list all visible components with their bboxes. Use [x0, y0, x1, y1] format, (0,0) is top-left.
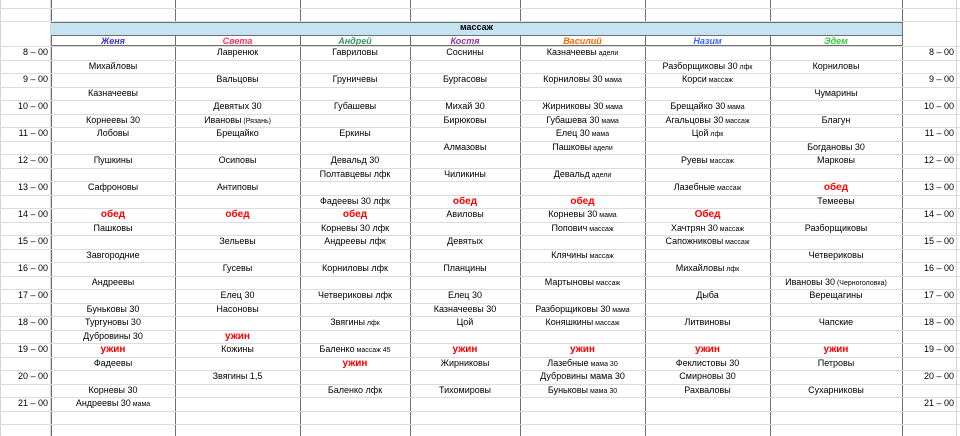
- appointment-cell[interactable]: [300, 222, 410, 235]
- appointment-cell[interactable]: [520, 208, 645, 221]
- appointment-note: мама: [725, 104, 745, 111]
- appointment-note: массаж: [593, 320, 620, 327]
- appointment-text: ужин: [342, 358, 368, 369]
- appointment-text: Губашевы: [333, 101, 377, 111]
- appointment-cell[interactable]: [51, 330, 175, 343]
- appointment-text: Хачтрян 30: [670, 223, 718, 233]
- appointment-text: Обед: [694, 209, 721, 220]
- appointment-note: лфк: [708, 131, 724, 138]
- time-label[interactable]: 13 – 00: [923, 182, 954, 192]
- appointment-cell[interactable]: [410, 168, 520, 181]
- appointment-cell[interactable]: [51, 303, 175, 316]
- appointment-cell[interactable]: [645, 127, 770, 140]
- appointment-text: Цой: [456, 317, 474, 327]
- appointment-text: Гусевы: [222, 263, 253, 273]
- appointment-text: Соснины: [446, 47, 484, 57]
- time-label[interactable]: 20 – 00: [923, 371, 954, 381]
- appointment-cell[interactable]: [51, 384, 175, 397]
- appointment-cell[interactable]: [410, 303, 520, 316]
- appointment-text: ужин: [823, 344, 849, 355]
- appointment-cell[interactable]: [300, 100, 410, 113]
- appointment-text: Марковы: [817, 155, 855, 165]
- appointment-text: Вальцовы: [216, 74, 259, 84]
- time-label[interactable]: 8 – 00: [22, 47, 48, 57]
- appointment-note: мама 30: [588, 388, 618, 395]
- appointment-cell[interactable]: [300, 343, 410, 356]
- appointment-text: Литвиновы: [684, 317, 731, 327]
- appointment-text: Корниловы: [812, 61, 860, 71]
- appointment-cell[interactable]: [770, 114, 902, 127]
- appointment-cell[interactable]: [51, 316, 175, 329]
- time-label[interactable]: 14 – 00: [17, 209, 48, 219]
- appointment-cell[interactable]: [645, 154, 770, 167]
- meal-break-cell[interactable]: [300, 208, 410, 221]
- appointment-cell[interactable]: [51, 357, 175, 370]
- appointment-cell[interactable]: [300, 262, 410, 275]
- appointment-text: Баленко: [319, 344, 355, 354]
- appointment-cell[interactable]: [300, 316, 410, 329]
- appointment-text: Зельевы: [219, 236, 256, 246]
- time-label[interactable]: 17 – 00: [17, 290, 48, 300]
- time-label[interactable]: 11 – 00: [924, 128, 954, 138]
- grid-hline: [0, 8, 960, 9]
- time-label[interactable]: 9 – 00: [22, 74, 48, 84]
- appointment-cell[interactable]: [770, 141, 902, 154]
- appointment-text: Завгородние: [86, 250, 140, 260]
- appointment-cell[interactable]: [770, 154, 902, 167]
- appointment-text: Корнеевы 30: [86, 115, 140, 125]
- meal-break-cell[interactable]: [51, 208, 175, 221]
- appointment-cell[interactable]: [520, 73, 645, 86]
- appointment-cell[interactable]: [300, 195, 410, 208]
- appointment-cell[interactable]: [175, 262, 300, 275]
- appointment-text: Елец 30: [448, 290, 482, 300]
- appointment-text: Пашковы: [552, 142, 592, 152]
- appointment-text: Казначеевы: [87, 88, 138, 98]
- appointment-note: массаж: [707, 158, 734, 165]
- appointment-cell[interactable]: [175, 100, 300, 113]
- appointment-cell[interactable]: [300, 289, 410, 302]
- appointment-text: Руевы: [681, 155, 708, 165]
- appointment-cell[interactable]: [410, 262, 520, 275]
- appointment-note: мама: [610, 307, 630, 314]
- appointment-text: Антиповы: [216, 182, 259, 192]
- appointment-note: массаж: [706, 77, 733, 84]
- appointment-text: Корниловы лфк: [322, 263, 388, 273]
- appointment-cell[interactable]: [175, 343, 300, 356]
- meal-break-cell[interactable]: [520, 195, 645, 208]
- appointment-cell[interactable]: [175, 235, 300, 248]
- appointment-cell[interactable]: [410, 46, 520, 59]
- appointment-text: Сафроновы: [87, 182, 139, 192]
- appointment-cell[interactable]: [770, 384, 902, 397]
- appointment-text: Дубровины 30: [83, 331, 143, 341]
- time-label[interactable]: 15 – 00: [17, 236, 48, 246]
- meal-break-cell[interactable]: [300, 357, 410, 370]
- appointment-text: Тургуновы 30: [85, 317, 141, 327]
- appointment-cell[interactable]: [300, 46, 410, 59]
- time-label[interactable]: 15 – 00: [923, 236, 954, 246]
- appointment-note: мама: [589, 131, 610, 138]
- appointment-text: Попович: [551, 223, 588, 233]
- appointment-cell[interactable]: [175, 154, 300, 167]
- appointment-text: Рахваловы: [684, 385, 731, 395]
- appointment-text: Корневы 30 лфк: [320, 223, 390, 233]
- appointment-text: Разборщиковы 30: [662, 61, 738, 71]
- meal-break-cell[interactable]: [410, 195, 520, 208]
- appointment-cell[interactable]: [410, 316, 520, 329]
- appointment-note: лфк: [737, 64, 753, 71]
- appointment-cell[interactable]: [175, 289, 300, 302]
- appointment-cell[interactable]: [520, 249, 645, 262]
- appointment-cell[interactable]: [770, 60, 902, 73]
- appointment-cell[interactable]: [410, 141, 520, 154]
- appointment-cell[interactable]: [645, 262, 770, 275]
- appointment-text: Ивановы 30: [785, 277, 836, 287]
- appointment-cell[interactable]: [645, 289, 770, 302]
- appointment-text: обед: [100, 209, 126, 220]
- appointment-cell[interactable]: [51, 181, 175, 194]
- appointment-cell[interactable]: [520, 114, 645, 127]
- time-label[interactable]: 10 – 00: [923, 101, 954, 111]
- appointment-text: Петровы: [817, 358, 855, 368]
- appointment-cell[interactable]: [770, 195, 902, 208]
- appointment-text: Сухарниковы: [808, 385, 864, 395]
- appointment-text: Андреевы: [91, 277, 135, 287]
- appointment-text: Кожины: [221, 344, 254, 354]
- appointment-text: Алмазовы: [443, 142, 487, 152]
- appointment-text: Корниловы 30: [543, 74, 603, 84]
- appointment-cell[interactable]: [520, 141, 645, 154]
- appointment-text: Казначеевы 30: [433, 304, 497, 314]
- appointment-text: обед: [342, 209, 368, 220]
- time-label[interactable]: 14 – 00: [923, 209, 954, 219]
- appointment-cell[interactable]: [410, 100, 520, 113]
- appointment-text: Лобовы: [96, 128, 130, 138]
- appointment-text: Корневы 30: [548, 209, 598, 219]
- appointment-text: Михайловы: [88, 61, 138, 71]
- appointment-text: обед: [225, 209, 250, 220]
- appointment-cell[interactable]: [51, 127, 175, 140]
- time-label[interactable]: 11 – 00: [18, 128, 48, 138]
- appointment-cell[interactable]: [300, 127, 410, 140]
- staff-header[interactable]: Света: [222, 36, 253, 46]
- appointment-text: Авиловы: [446, 209, 484, 219]
- grid-hline: [0, 411, 960, 412]
- appointment-cell[interactable]: [770, 222, 902, 235]
- appointment-text: Жирниковы 30: [542, 101, 604, 111]
- appointment-cell[interactable]: [770, 87, 902, 100]
- time-label[interactable]: 19 – 00: [923, 344, 954, 354]
- appointment-text: Верещагины: [809, 290, 863, 300]
- appointment-text: Корневы 30: [88, 385, 138, 395]
- appointment-cell[interactable]: [51, 276, 175, 289]
- appointment-text: Михай 30: [445, 101, 485, 111]
- time-label[interactable]: 20 – 00: [17, 371, 48, 381]
- appointment-cell[interactable]: [51, 60, 175, 73]
- appointment-cell[interactable]: [410, 289, 520, 302]
- appointment-text: обед: [570, 196, 595, 207]
- appointment-text: Елец 30: [220, 290, 255, 300]
- appointment-text: Лазебные: [547, 358, 589, 368]
- appointment-text: Пашковы: [93, 223, 133, 233]
- appointment-note: адели: [596, 50, 619, 57]
- appointment-text: Благун: [821, 115, 851, 125]
- time-label[interactable]: 21 – 00: [923, 398, 954, 408]
- appointment-text: Осиповы: [218, 155, 257, 165]
- appointment-note: массаж: [715, 185, 742, 192]
- appointment-text: Разборщиковы 30: [535, 304, 611, 314]
- appointment-cell[interactable]: [175, 181, 300, 194]
- meal-break-cell[interactable]: [520, 343, 645, 356]
- appointment-cell[interactable]: [300, 235, 410, 248]
- appointment-text: Коняшкины: [545, 317, 594, 327]
- appointment-text: Брещайко: [216, 128, 259, 138]
- appointment-note: массаж: [723, 118, 750, 125]
- appointment-text: ужин: [452, 344, 478, 355]
- appointment-text: Баленко лфк: [327, 385, 383, 395]
- appointment-cell[interactable]: [645, 370, 770, 383]
- appointment-cell[interactable]: [51, 222, 175, 235]
- time-label[interactable]: 18 – 00: [923, 317, 954, 327]
- sheet-title[interactable]: массаж: [459, 22, 494, 32]
- time-label[interactable]: 18 – 00: [17, 317, 48, 327]
- time-label[interactable]: 16 – 00: [923, 263, 954, 273]
- appointment-text: Девальд 30: [330, 155, 380, 165]
- appointment-cell[interactable]: [51, 249, 175, 262]
- appointment-cell[interactable]: [520, 100, 645, 113]
- appointment-cell[interactable]: [645, 316, 770, 329]
- time-label[interactable]: 17 – 00: [923, 290, 954, 300]
- grid-hline: [0, 424, 960, 425]
- appointment-text: Агальцовы 30: [665, 115, 724, 125]
- appointment-cell[interactable]: [770, 249, 902, 262]
- appointment-text: ужин: [225, 331, 250, 342]
- appointment-note: массаж: [587, 226, 614, 233]
- appointment-cell[interactable]: [175, 303, 300, 316]
- appointment-cell[interactable]: [175, 46, 300, 59]
- appointment-text: Ивановы: [204, 115, 242, 125]
- appointment-cell[interactable]: [410, 208, 520, 221]
- appointment-text: Полтавцевы лфк: [319, 169, 391, 179]
- appointment-text: Лавренюк: [216, 47, 259, 57]
- appointment-cell[interactable]: [770, 276, 902, 289]
- appointment-text: Разборщиковы: [804, 223, 868, 233]
- appointment-text: Корси: [681, 74, 707, 84]
- appointment-cell[interactable]: [520, 46, 645, 59]
- appointment-text: Звягины 1,5: [212, 371, 263, 381]
- appointment-text: Андреевы 30: [75, 398, 131, 408]
- appointment-cell[interactable]: [520, 384, 645, 397]
- appointment-note: массаж 45: [354, 347, 391, 354]
- appointment-text: Жирниковы: [440, 358, 490, 368]
- appointment-cell[interactable]: [300, 168, 410, 181]
- time-label[interactable]: 16 – 00: [17, 263, 48, 273]
- appointment-cell[interactable]: [520, 303, 645, 316]
- time-label[interactable]: 12 – 00: [17, 155, 48, 165]
- appointment-note: лфк: [364, 320, 380, 327]
- appointment-cell[interactable]: [410, 235, 520, 248]
- appointment-text: Буньковы 30: [86, 304, 140, 314]
- appointment-text: Звягины: [330, 317, 365, 327]
- time-label[interactable]: 8 – 00: [928, 47, 954, 57]
- appointment-text: Клячины: [551, 250, 588, 260]
- appointment-text: Четвериковы: [808, 250, 864, 260]
- meal-break-cell[interactable]: [410, 343, 520, 356]
- meal-break-cell[interactable]: [645, 208, 770, 221]
- appointment-cell[interactable]: [645, 181, 770, 194]
- appointment-note: лфк: [724, 266, 740, 273]
- appointment-cell[interactable]: [770, 316, 902, 329]
- staff-header[interactable]: Назим: [693, 36, 722, 46]
- appointment-cell[interactable]: [645, 235, 770, 248]
- appointment-text: Елец 30: [555, 128, 590, 138]
- appointment-cell[interactable]: [645, 222, 770, 235]
- appointment-text: Фадеевы 30 лфк: [320, 196, 390, 206]
- grid-hline: [0, 370, 960, 371]
- appointment-cell[interactable]: [520, 127, 645, 140]
- appointment-note: массаж: [717, 226, 745, 233]
- appointment-note: адели: [591, 145, 613, 152]
- appointment-cell[interactable]: [520, 316, 645, 329]
- appointment-text: обед: [823, 182, 849, 193]
- appointment-text: Лазебные: [673, 182, 716, 192]
- appointment-text: Мартыновы: [544, 277, 594, 287]
- appointment-cell[interactable]: [175, 127, 300, 140]
- appointment-note: массаж: [594, 280, 621, 287]
- appointment-text: Бургасовы: [442, 74, 488, 84]
- appointment-text: Девальд: [553, 169, 590, 179]
- time-label[interactable]: 21 – 00: [17, 398, 48, 408]
- appointment-cell[interactable]: [300, 154, 410, 167]
- appointment-text: Дубровины мама 30: [540, 371, 625, 381]
- appointment-note: мама: [599, 118, 619, 125]
- appointment-text: Буньковы: [547, 385, 589, 395]
- appointment-note: массаж: [587, 253, 614, 260]
- appointment-cell[interactable]: [410, 114, 520, 127]
- appointment-text: Девятых 30: [213, 101, 262, 111]
- staff-header[interactable]: Костя: [450, 36, 480, 46]
- meal-break-cell[interactable]: [175, 208, 300, 221]
- appointment-text: Андреевы лфк: [324, 236, 386, 246]
- appointment-text: Бирюковы: [443, 115, 487, 125]
- appointment-cell[interactable]: [520, 276, 645, 289]
- appointment-text: Планцины: [443, 263, 487, 273]
- appointment-text: ужин: [570, 344, 595, 355]
- appointment-cell[interactable]: [410, 357, 520, 370]
- appointment-cell[interactable]: [51, 114, 175, 127]
- appointment-text: Казначеевы: [546, 47, 597, 57]
- appointment-cell[interactable]: [51, 154, 175, 167]
- time-label[interactable]: 12 – 00: [923, 155, 954, 165]
- staff-header[interactable]: Василий: [563, 36, 602, 46]
- appointment-text: Темеевы: [817, 196, 855, 206]
- appointment-text: Богдановы 30: [807, 142, 865, 152]
- time-label[interactable]: 9 – 00: [928, 74, 954, 84]
- appointment-text: Насоновы: [216, 304, 259, 314]
- staff-header[interactable]: Андрей: [338, 36, 372, 46]
- time-label[interactable]: 19 – 00: [17, 344, 48, 354]
- meal-break-cell[interactable]: [175, 330, 300, 343]
- appointment-text: Смирновы 30: [679, 371, 736, 381]
- appointment-cell[interactable]: [51, 397, 175, 410]
- appointment-text: Тихомировы: [438, 385, 491, 395]
- appointment-cell[interactable]: [645, 100, 770, 113]
- appointment-text: Пушкины: [93, 155, 133, 165]
- appointment-note: мама 30: [588, 361, 618, 368]
- appointment-cell[interactable]: [300, 384, 410, 397]
- appointment-cell[interactable]: [645, 73, 770, 86]
- staff-header[interactable]: Женя: [101, 36, 125, 46]
- time-label[interactable]: 13 – 00: [17, 182, 48, 192]
- meal-break-cell[interactable]: [770, 343, 902, 356]
- meal-break-cell[interactable]: [770, 181, 902, 194]
- appointment-text: Брещайко 30: [670, 101, 726, 111]
- appointment-note: мама: [602, 77, 622, 84]
- meal-break-cell[interactable]: [645, 343, 770, 356]
- appointment-text: Дыба: [696, 290, 719, 300]
- appointment-cell[interactable]: [300, 73, 410, 86]
- appointment-text: ужин: [100, 344, 126, 355]
- appointment-text: Чиликины: [444, 169, 486, 179]
- appointment-cell[interactable]: [410, 384, 520, 397]
- appointment-note: (Черноголовка): [835, 280, 887, 287]
- appointment-cell[interactable]: [520, 357, 645, 370]
- appointment-cell[interactable]: [175, 370, 300, 383]
- appointment-cell[interactable]: [520, 222, 645, 235]
- appointment-note: мама: [603, 104, 623, 111]
- staff-header[interactable]: Эдем: [824, 36, 848, 46]
- appointment-cell[interactable]: [645, 357, 770, 370]
- appointment-text: Михайловы: [675, 263, 725, 273]
- appointment-cell[interactable]: [51, 87, 175, 100]
- appointment-cell[interactable]: [645, 60, 770, 73]
- appointment-note: (Рязань): [241, 118, 271, 125]
- appointment-text: Чумарины: [814, 88, 858, 98]
- appointment-cell[interactable]: [770, 357, 902, 370]
- appointment-note: адели: [589, 172, 612, 179]
- appointment-text: Чапские: [818, 317, 854, 327]
- appointment-note: мама: [130, 401, 151, 408]
- appointment-text: обед: [452, 196, 478, 207]
- appointment-cell[interactable]: [770, 289, 902, 302]
- appointment-cell[interactable]: [175, 114, 300, 127]
- appointment-text: Четвериковы лфк: [318, 290, 392, 300]
- appointment-cell[interactable]: [175, 73, 300, 86]
- appointment-note: массаж: [723, 239, 750, 246]
- appointment-text: Девятых: [447, 236, 483, 246]
- appointment-text: Фадеевы: [93, 358, 133, 368]
- appointment-cell[interactable]: [410, 73, 520, 86]
- appointment-text: ужин: [695, 344, 720, 355]
- appointment-note: мама: [597, 212, 617, 219]
- appointment-cell[interactable]: [645, 114, 770, 127]
- appointment-text: Еркины: [339, 128, 371, 138]
- appointment-text: Феклистовы 30: [675, 358, 740, 368]
- appointment-text: Гавриловы: [332, 47, 378, 57]
- appointment-cell[interactable]: [645, 384, 770, 397]
- appointment-cell[interactable]: [520, 370, 645, 383]
- appointment-cell[interactable]: [520, 168, 645, 181]
- appointment-text: Сапожниковы: [665, 236, 724, 246]
- appointment-text: Губашева 30: [546, 115, 600, 125]
- appointment-text: Цой: [691, 128, 709, 138]
- appointment-text: Груничевы: [332, 74, 378, 84]
- time-label[interactable]: 10 – 00: [17, 101, 48, 111]
- meal-break-cell[interactable]: [51, 343, 175, 356]
